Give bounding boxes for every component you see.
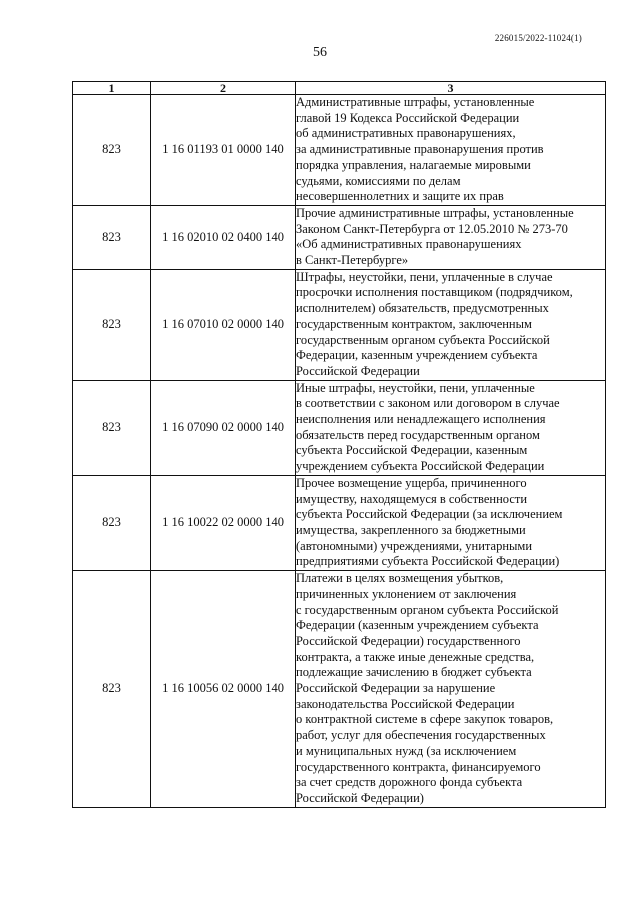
description-line: порядка управления, налагаемые мировыми	[296, 157, 531, 172]
revenue-code-cell: 1 16 07010 02 0000 140	[151, 269, 296, 380]
table-row	[73, 380, 606, 475]
table-body	[73, 95, 606, 808]
description-line: Законом Санкт-Петербурга от 12.05.2010 № 273-70	[296, 221, 568, 236]
description-line: контракта, а также иные денежные средства,	[296, 649, 535, 664]
column-header-3: 3	[296, 82, 606, 95]
description-line: главой 19 Кодекса Российской Федерации	[296, 110, 520, 125]
table-row	[73, 571, 606, 808]
description-line: государственным органом субъекта Российской	[296, 332, 550, 347]
description-line: в соответствии с законом или договором в случае	[296, 396, 560, 411]
admin-code-cell: 823	[73, 571, 151, 808]
page-number: 56	[313, 45, 327, 60]
table-row	[73, 205, 606, 269]
description-line: Платежи в целях возмещения убытков,	[296, 571, 504, 586]
description-line: неисполнения или ненадлежащего исполнения	[296, 412, 546, 427]
description-cell	[296, 571, 606, 808]
description-line: предприятиями субъекта Российской Федерации)	[296, 554, 560, 569]
description-cell	[296, 380, 606, 475]
table-row	[73, 95, 606, 206]
description-line: причиненных уклонением от заключения	[296, 586, 517, 601]
description-line: в Санкт-Петербурге»	[296, 253, 409, 268]
description-line: исполнителем) обязательств, предусмотренных	[296, 301, 549, 316]
description-cell	[296, 269, 606, 380]
description-line: (автономными) учреждениями, унитарными	[296, 538, 533, 553]
description-line: подлежащие зачислению в бюджет субъекта	[296, 665, 532, 680]
description-line: «Об административных правонарушениях	[296, 237, 522, 252]
revenue-codes-table	[72, 81, 606, 808]
description-line: обязательств перед государственным органом	[296, 427, 540, 442]
description-line: Российской Федерации)	[296, 790, 424, 805]
description-line: Иные штрафы, неустойки, пени, уплаченные	[296, 380, 535, 395]
description-line: Федерации, казенным учреждением субъекта	[296, 348, 538, 363]
description-line: субъекта Российской Федерации, казенным	[296, 443, 528, 458]
document-id: 226015/2022-11024(1)	[494, 33, 582, 43]
description-cell	[296, 205, 606, 269]
description-line: государственным контрактом, заключенным	[296, 316, 532, 331]
revenue-code-cell: 1 16 10056 02 0000 140	[151, 571, 296, 808]
description-line: об административных правонарушениях,	[296, 126, 516, 141]
table-row	[73, 475, 606, 570]
admin-code-cell: 823	[73, 95, 151, 206]
description-cell	[296, 475, 606, 570]
description-line: и муниципальных нужд (за исключением	[296, 743, 517, 758]
table-header-row	[73, 82, 606, 95]
admin-code-cell: 823	[73, 205, 151, 269]
description-line: Российской Федерации) государственного	[296, 633, 521, 648]
description-line: имущества, закрепленного за бюджетными	[296, 522, 526, 537]
description-line: Российской Федерации	[296, 363, 420, 378]
description-line: Российской Федерации за нарушение	[296, 681, 496, 696]
column-header-2: 2	[151, 82, 296, 95]
description-line: учреждением субъекта Российской Федерации	[296, 459, 545, 474]
admin-code-cell: 823	[73, 475, 151, 570]
description-line: Штрафы, неустойки, пени, уплаченные в случае	[296, 269, 553, 284]
description-line: за административные правонарушения против	[296, 142, 544, 157]
description-line: за счет средств дорожного фонда субъекта	[296, 775, 523, 790]
revenue-code-cell: 1 16 10022 02 0000 140	[151, 475, 296, 570]
description-line: Прочее возмещение ущерба, причиненного	[296, 475, 527, 490]
description-line: просрочки исполнения поставщиком (подрядчиком,	[296, 285, 573, 300]
description-line: Прочие административные штрафы, установленные	[296, 205, 574, 220]
description-cell	[296, 95, 606, 206]
revenue-code-cell: 1 16 02010 02 0400 140	[151, 205, 296, 269]
admin-code-cell: 823	[73, 380, 151, 475]
revenue-code-cell: 1 16 01193 01 0000 140	[151, 95, 296, 206]
description-line: субъекта Российской Федерации (за исключением	[296, 507, 563, 522]
column-header-1: 1	[73, 82, 151, 95]
description-line: несовершеннолетних и защите их прав	[296, 189, 504, 204]
admin-code-cell: 823	[73, 269, 151, 380]
description-line: с государственным органом субъекта Российской	[296, 602, 559, 617]
description-line: Федерации (казенным учреждением субъекта	[296, 618, 539, 633]
description-line: законодательства Российской Федерации	[296, 696, 515, 711]
description-line: Административные штрафы, установленные	[296, 95, 535, 109]
description-line: имуществу, находящемуся в собственности	[296, 491, 528, 506]
description-line: работ, услуг для обеспечения государственных	[296, 728, 546, 743]
description-line: о контрактной системе в сфере закупок товаров,	[296, 712, 554, 727]
table-row	[73, 269, 606, 380]
description-line: судьями, комиссиями по делам	[296, 173, 461, 188]
revenue-code-cell: 1 16 07090 02 0000 140	[151, 380, 296, 475]
description-line: государственного контракта, финансируемого	[296, 759, 541, 774]
